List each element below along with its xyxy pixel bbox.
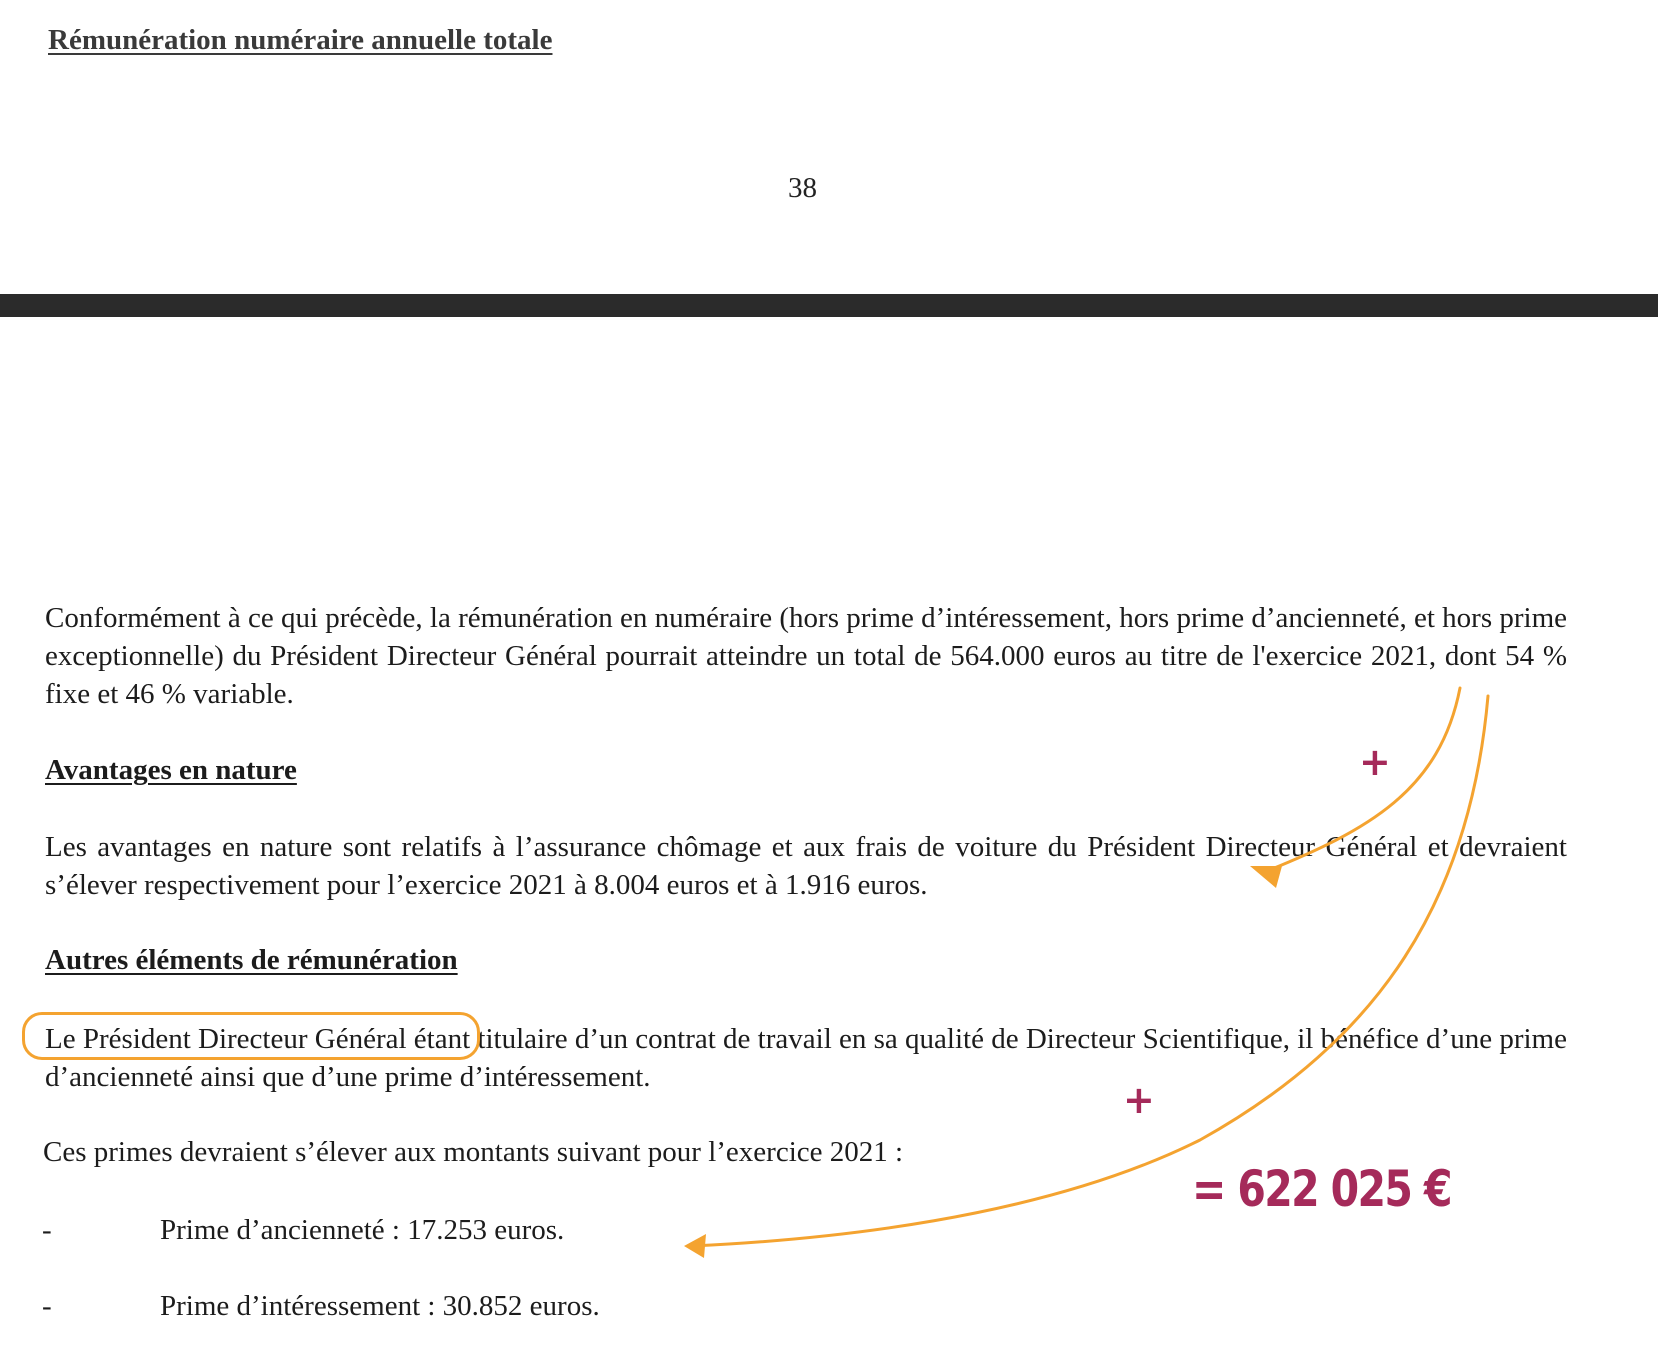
list-item-text: Prime d’ancienneté : 17.253 euros. bbox=[160, 1214, 565, 1246]
plus-mark: + bbox=[1359, 740, 1391, 784]
bullet-dash: - bbox=[42, 1214, 52, 1246]
autres-paragraph: Le Président Directeur Général étant titulaire d’un contrat de travail en sa qualité de Directeur Scientifique, il bénéfice d’une prime d’ancienneté ainsi que d’une prime d’intéressement. bbox=[45, 1023, 1567, 1093]
page-number: 38 bbox=[788, 172, 817, 204]
bullet-dash: - bbox=[42, 1290, 52, 1322]
avantages-heading: Avantages en nature bbox=[45, 754, 297, 786]
page-divider bbox=[0, 294, 1658, 317]
list-item-text: Prime d’intéressement : 30.852 euros. bbox=[160, 1290, 600, 1322]
highlight-circle bbox=[22, 1012, 480, 1060]
list-item bbox=[42, 1211, 842, 1251]
top-section-heading: Rémunération numéraire annuelle totale bbox=[48, 24, 553, 56]
primes-intro: Ces primes devraient s’élever aux montants suivant pour l’exercice 2021 : bbox=[43, 1136, 904, 1168]
plus-mark: + bbox=[1123, 1078, 1155, 1122]
intro-paragraph: Conformément à ce qui précède, la rémunération en numéraire (hors prime d’intéressement, hors prime d’ancienneté, et hors prime exceptionnelle) du Président Directeur Général pourrait atteindre un total de 564.000 euros au titre de l'exercice 2021, dont 54 % fixe et 46 % variable. bbox=[45, 602, 1567, 710]
avantages-paragraph: Les avantages en nature sont relatifs à l’assurance chômage et aux frais de voiture du Président Directeur Général et devraient s’élever respectivement pour l’exercice 2021 à 8.004 euros et à 1.916 euros. bbox=[45, 831, 1567, 901]
total-annotation: = 622 025 € bbox=[1192, 1160, 1451, 1218]
list-item bbox=[42, 1287, 842, 1327]
autres-heading: Autres éléments de rémunération bbox=[45, 944, 458, 976]
